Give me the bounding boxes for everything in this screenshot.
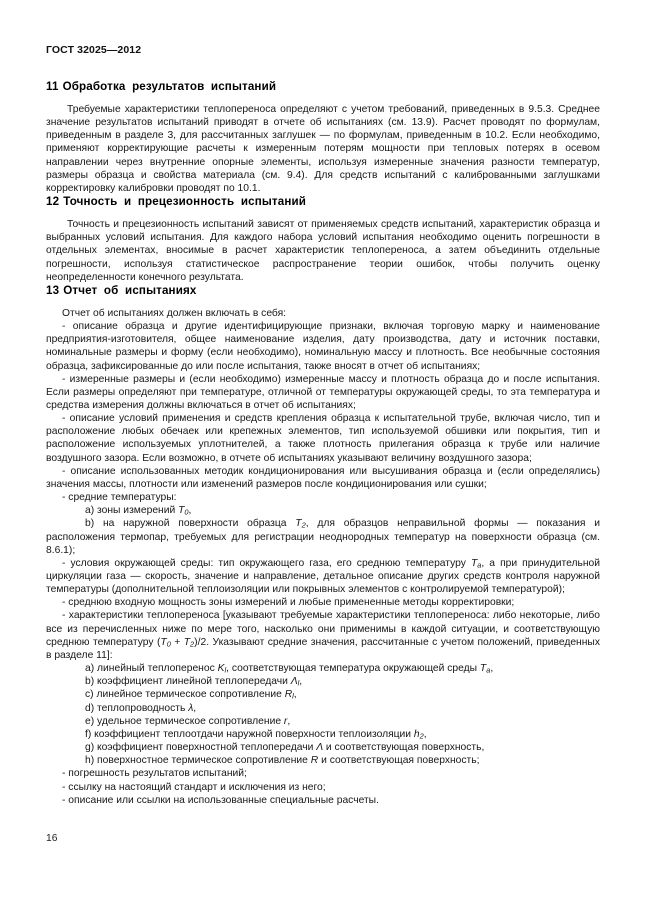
- symbol-h2: $h_2$: [413, 728, 424, 741]
- item-label: a): [85, 505, 95, 517]
- list-item: - описание образца и другие идентифицирующие признаки, включая торговую марку и наименование предприятия-изготовителя, общее наименование изделия, дату производства, дату и источник поставки, номинальные размеры и форму (если необходимо), номинальную массу и плотность. Все необычные состояния образца, зафиксированные до или после испытания, также вносят в отчет об испытаниях;: [46, 321, 600, 372]
- list-item: - погрешность результатов испытаний;: [62, 768, 247, 780]
- standard-number-header: ГОСТ 32025—2012: [46, 44, 142, 56]
- item-text: - характеристики теплопереноса [указывают требуемые характеристики теплопереноса: либо некоторые, либо все из перечисленных ниже по мере того, насколько они применимы в каждой ситуации, и соответствующую среднюю температуру (: [46, 610, 600, 648]
- item-text: коэффициент теплоотдачи наружной поверхности теплоизоляции: [94, 728, 414, 740]
- item-label: h): [85, 755, 95, 767]
- item-label: e): [85, 715, 95, 727]
- item-text-after: и соответствующая поверхность,: [323, 742, 485, 754]
- item-text: линейный теплоперенос: [97, 663, 218, 675]
- page-number: 16: [46, 833, 58, 844]
- section-13-title: Отчет об испытаниях: [63, 283, 197, 297]
- symbol-T2: $T_2$: [183, 636, 195, 649]
- item-text: коэффициент линейной теплопередачи: [97, 676, 291, 688]
- item-text: теплопроводность: [97, 702, 189, 714]
- section-12-title: Точность и прецезионность испытаний: [63, 195, 307, 209]
- list-item: [46, 688, 600, 701]
- symbol-Rl: $R_l$: [284, 689, 294, 702]
- symbol-R: R: [310, 755, 319, 767]
- symbol-T0: $T_0$: [178, 505, 189, 517]
- list-item: - измеренные размеры и (если необходимо) измеренные массу и плотность образца до и после испытания. Если размеры определяют при температуре, отличной от температуры окружающей среды, то эта температура и средства измерения должны включаться в отчет об испытаниях;: [46, 373, 600, 411]
- section-11-paragraph: Требуемые характеристики теплопереноса определяют с учетом требований, приведенных в 9.5.3. Среднее значение результатов испытаний приводят в отчете об испытаниях (см. 13.9). Расчет проводят по формулам, приведенным в разделе 3, для рассчитанных заглушек — по формулам, приведенным в 10.2. Если необходимо, применяют корректирующие расчеты к измеренным потерям мощности при тепловых потерях в осевом направлении через внутренние опорные элементы, используя измеренные значения разности температур, размеры образца и свойства материала (см. 9.4). Для средств испытаний с калиброванными заглушками корректировку калибровки проводят по 10.1.: [46, 104, 600, 194]
- list-item: - ссылку на настоящий стандарт и исключения из него;: [62, 781, 326, 793]
- symbol-T0: $T_0$: [160, 636, 171, 649]
- page-content: [46, 80, 600, 807]
- section-11-title: Обработка результатов испытаний: [62, 80, 277, 93]
- item-text: удельное термическое сопротивление: [97, 715, 284, 727]
- item-label: c): [85, 689, 94, 701]
- item-text-after: ,: [299, 676, 303, 688]
- plus-sign: +: [170, 636, 184, 648]
- item-label: f): [85, 728, 92, 740]
- section-13-heading: [46, 284, 600, 297]
- list-item: [46, 675, 600, 688]
- list-item: - описание использованных методик кондиционирования или высушивания образца и (если определялись) значения массы, плотности или изменений размеров после кондиционирования или сушки;: [46, 465, 600, 490]
- section-11-heading: [46, 80, 600, 93]
- list-item: [46, 741, 600, 754]
- item-text-after: ,: [287, 715, 291, 727]
- item-text: зоны измерений: [97, 505, 179, 517]
- item-text-after: ,: [490, 663, 494, 675]
- list-item: [46, 557, 600, 596]
- list-item: - описание или ссылки на использованные специальные расчеты.: [62, 794, 379, 806]
- item-text: - условия окружающей среды: тип окружающего газа, его среднюю температуру: [62, 557, 471, 569]
- section-13-intro: Отчет об испытаниях должен включать в себя:: [62, 307, 287, 319]
- list-item: - описание условий применения и средств крепления образца к испытательной трубе, включая число, тип и расположение любых обечаек или крепежных элементов, тип используемой обшивки или покрытия, тип и расположение используемых уплотнителей, а также плотность прилегания образца к трубе или наличие воздушного зазора. Если возможно, в отчете об испытаниях указывают величину воздушного зазора;: [46, 413, 600, 464]
- item-text-after: ,: [293, 689, 297, 701]
- list-item: [46, 517, 600, 556]
- item-label: a): [85, 663, 95, 675]
- item-text-after: , для образцов неправильной формы — показания и расположения термопар, требуемых для регистрации неоднородных температур на поверхности образца (см. 8.6.1);: [46, 518, 600, 556]
- section-11-number: 11: [46, 80, 59, 93]
- symbol-Kl: $K_l$: [217, 663, 227, 675]
- item-text: поверхностное термическое сопротивление: [97, 755, 311, 767]
- list-item: - среднюю входную мощность зоны измерений и любые примененные методы корректировки;: [62, 597, 515, 609]
- item-label: b): [85, 676, 95, 688]
- list-item: [46, 728, 600, 741]
- symbol-lambda: λ: [188, 702, 194, 714]
- section-12-paragraph: Точность и прецезионность испытаний зависят от применяемых средств испытаний, характеристик образца и выбранных условий испытания. Для каждого набора условий испытания необходимо оценить погрешности в отдельных элементах, вносимые в расчет характеристик теплопереноса, а затем объединить отдельные погрешности, используя статистическое распространение теории ошибок, чтобы получить оценку неопределенности конечного результата.: [46, 219, 600, 283]
- symbol-Ta: $T_a$: [479, 663, 491, 675]
- item-text: на наружной поверхности образца: [102, 518, 296, 530]
- list-item: [46, 609, 600, 662]
- section-12-heading: [46, 195, 600, 208]
- list-item: [46, 754, 600, 767]
- item-text-after: ,: [193, 702, 197, 714]
- symbol-lambda-l: $\Lambda_l$: [290, 676, 300, 688]
- item-text-after: )/2. Указывают средние значения, рассчитанные с учетом положений, приведенных в разделе 11]:: [46, 636, 600, 661]
- item-label: d): [85, 702, 95, 714]
- item-label: g): [85, 742, 95, 754]
- symbol-T2: $T_2$: [295, 518, 306, 530]
- symbol-Ta: $T_a$: [470, 557, 482, 570]
- item-text-mid: , соответствующая температура окружающей среды: [226, 663, 480, 675]
- list-item: [46, 504, 600, 517]
- item-label: b): [85, 518, 95, 530]
- list-item: - средние температуры:: [62, 492, 177, 504]
- symbol-Lambda: Λ: [316, 742, 324, 754]
- item-text-after: ,: [188, 505, 192, 517]
- item-text-after: ,: [423, 728, 427, 740]
- section-12-number: 12: [46, 195, 60, 209]
- item-text: коэффициент поверхностной теплопередачи: [97, 742, 317, 754]
- item-text: линейное термическое сопротивление: [96, 689, 285, 701]
- list-item: [46, 715, 600, 728]
- list-item: [46, 662, 600, 675]
- symbol-r: r: [283, 715, 288, 727]
- item-text-after: и соответствующая поверхность;: [318, 755, 480, 767]
- list-item: [46, 702, 600, 715]
- item-text-after: , а при принудительной циркуляции газа — скорость, значение и направление, детальное описание других средств контроля наружной температуры (дополнительной теплоизоляции или покрывных элементов с контролируемой температурой);: [46, 557, 600, 596]
- section-13-number: 13: [46, 283, 60, 297]
